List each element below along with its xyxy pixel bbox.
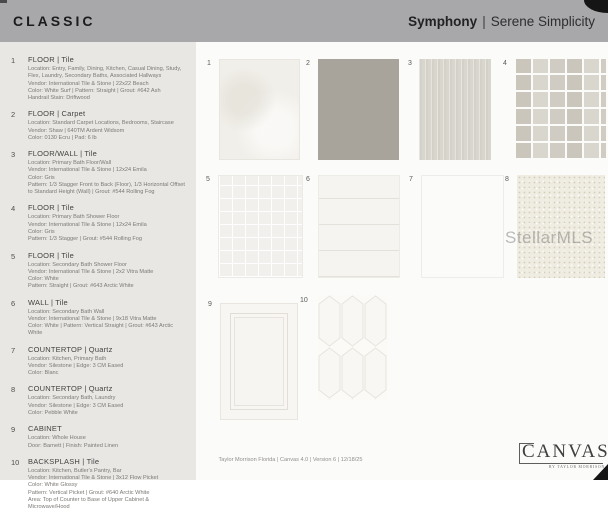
canvas-logo-tagline: BY TAYLOR MORRISON [548, 465, 605, 469]
picket-tile-pattern [318, 295, 387, 400]
swatch-wall-tile-vitra-matte [318, 175, 400, 278]
spec-item-number: 3 [11, 150, 16, 160]
spec-item-number: 4 [11, 204, 16, 214]
canvas-logo-wordmark: CANVAS [522, 441, 610, 462]
spec-item-backsplash [11, 457, 188, 511]
spec-item-title: COUNTERTOP | Quartz [28, 344, 113, 354]
swatch-backsplash-picket-tile [318, 295, 387, 400]
swatch-number-2: 2 [306, 60, 310, 67]
swatch-mosaic-tile [514, 59, 606, 160]
photo-corner-artifact-top-left [0, 0, 7, 3]
spec-detail: Vendor: International Tile & Stone | 22x22 Beach [28, 80, 149, 87]
header-bar [0, 0, 608, 42]
spec-item-title: FLOOR/WALL | Tile [28, 149, 97, 159]
spec-item-number: 8 [11, 385, 16, 395]
palette-name: Serene Simplicity [490, 13, 595, 29]
spec-item-floorwall-tile [11, 149, 188, 196]
spec-detail: Color: Pebble White [28, 409, 78, 416]
spec-item-floor-tile-4 [11, 203, 188, 243]
spec-item-title: FLOOR | Tile [28, 55, 75, 64]
spec-item-number: 9 [11, 425, 16, 435]
spec-detail: Location: Secondary Bath Shower Floor [28, 261, 127, 268]
footer-version-text: Taylor Morrison Florida | Canvas 4.0 | Version 6 | 12/18/25 [218, 457, 363, 463]
spec-detail: Vendor: International Tile & Stone | 9x18 Vitra Matte [28, 315, 157, 322]
photo-corner-artifact-bottom-right [593, 464, 608, 480]
spec-item-floor-tile-1 [11, 55, 188, 102]
spec-detail: Pattern: Vertical Picket | Grout: #640 Arctic White [28, 489, 150, 496]
swatch-number-4: 4 [503, 60, 507, 67]
spec-detail: Handrail Stain: Driftwood [28, 95, 90, 102]
spec-detail: Color: White | Pattern: Vertical Straight | Grout: #643 Arctic White [28, 323, 173, 337]
spec-detail: Location: Kitchen, Primary Bath [28, 355, 107, 362]
spec-item-title: FLOOR | Carpet [28, 109, 86, 119]
swatch-number-1: 1 [207, 60, 211, 67]
spec-detail: Vendor: International Tile & Stone | 3x12 Flow Picket [28, 475, 159, 482]
spec-detail: Area: Top of Counter to Base of Upper Cabinet & Microwave/Hood [28, 496, 150, 511]
spec-detail: Color: White [28, 276, 59, 283]
spec-detail: Pattern: 1/3 Stagger Front to Back (Floor), 1/3 Horizontal Offset to Standard Height (Wall) | Grout: #544 Rolling Fog [28, 181, 185, 196]
spec-detail: Color: White Glossy [28, 482, 78, 489]
swatch-number-8: 8 [505, 176, 509, 183]
spec-item-number: 10 [11, 457, 20, 467]
swatch-tile-emila-gris [419, 59, 491, 160]
spec-item-number: 2 [11, 110, 16, 120]
swatch-number-5: 5 [206, 176, 210, 183]
swatch-quartz-pebble-white [517, 175, 605, 278]
spec-detail: Location: Kitchen, Butler's Pantry, Bar [28, 467, 122, 474]
collection-title [408, 14, 595, 29]
spec-detail: Door: Barnett | Finish: Painted Linen [28, 442, 119, 449]
spec-item-title: COUNTERTOP | Quartz [28, 384, 113, 394]
spec-item-cabinet [11, 424, 188, 450]
title-separator: | [482, 13, 486, 29]
spec-detail: Location: Standard Carpet Locations, Bedrooms, Staircase [28, 120, 174, 127]
spec-item-title: FLOOR | Tile [28, 203, 75, 213]
spec-detail: Location: Primary Bath Shower Floor [28, 214, 120, 221]
spec-detail: Color: 0130 Ecru | Pad: 6 lb [28, 134, 97, 141]
spec-item-countertop-secondary [11, 384, 188, 417]
spec-list-sidebar [0, 42, 196, 511]
spec-detail: Vendor: Silestone | Edge: 3 CM Eased [28, 362, 124, 369]
spec-detail: Color: Gris [28, 174, 55, 181]
swatch-tile-2x2-vitra-matte [218, 175, 303, 278]
spec-item-countertop-kitchen [11, 345, 188, 378]
swatch-number-7: 7 [409, 176, 413, 183]
swatch-cabinet-door [220, 303, 298, 420]
spec-detail: Vendor: Shaw | 640TM Ardent Widsom [28, 127, 125, 134]
swatch-number-3: 3 [408, 60, 412, 67]
spec-item-number: 5 [11, 251, 16, 261]
swatch-number-10: 10 [300, 297, 308, 304]
spec-detail: Location: Primary Bath Floor/Wall [28, 160, 112, 167]
spec-detail: Color: Gris [28, 228, 55, 235]
spec-detail: Color: White Surf | Pattern: Straight | Grout: #642 Ash [28, 87, 161, 94]
spec-item-title: BACKSPLASH | Tile [28, 456, 100, 466]
swatch-number-9: 9 [208, 301, 212, 308]
program-title: CLASSIC [13, 13, 96, 29]
spec-detail: Location: Whole House [28, 435, 86, 442]
spec-item-floor-tile-5 [11, 251, 188, 291]
spec-item-number: 1 [11, 56, 16, 65]
spec-detail: Vendor: Silestone | Edge: 3 CM Eased [28, 402, 124, 409]
spec-detail: Vendor: International Tile & Stone | 12x24 Emila [28, 221, 147, 228]
spec-item-title: CABINET [28, 424, 62, 434]
spec-detail: Color: Blanc [28, 370, 59, 377]
stellar-mls-watermark: StellarMLS [505, 228, 594, 247]
spec-item-number: 7 [11, 345, 16, 355]
collection-name: Symphony [408, 13, 478, 29]
spec-item-number: 6 [11, 298, 16, 308]
spec-detail: Pattern: Straight | Grout: #643 Arctic White [28, 283, 134, 290]
spec-detail: Vendor: International Tile & Stone | 2x2 Vitra Matte [28, 268, 154, 275]
swatch-number-6: 6 [306, 176, 310, 183]
swatch-floor-tile-beach [219, 59, 300, 160]
spec-item-floor-carpet [11, 109, 188, 142]
spec-detail: Vendor: International Tile & Stone | 12x24 Emila [28, 167, 147, 174]
spec-detail: Location: Entry, Family, Dining, Kitchen, Casual Dining, Study, Flex, Laundry, Secondary Baths, Associated Hallways [28, 66, 182, 80]
spec-detail: Location: Secondary Bath Wall [28, 308, 105, 315]
spec-item-title: FLOOR | Tile [28, 250, 75, 260]
spec-item-wall-tile [11, 298, 188, 338]
swatch-quartz-blanc [421, 175, 504, 278]
spec-detail: Location: Secondary Bath, Laundry [28, 395, 116, 402]
spec-item-title: WALL | Tile [28, 297, 68, 307]
spec-detail: Pattern: 1/3 Stagger | Grout: #544 Rolling Fog [28, 236, 143, 243]
cabinet-door-panel [230, 313, 288, 410]
swatch-carpet-ecru [318, 59, 399, 160]
